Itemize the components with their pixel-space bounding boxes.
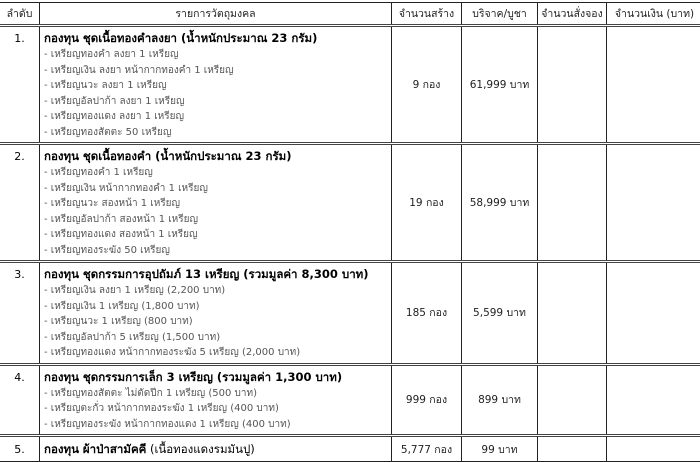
ordered-input-cell[interactable] xyxy=(538,436,607,462)
item-title-text: กองทุน ชุดเนื้อทองคำลงยา (น้ำหนักประมาณ 23 กรัม) xyxy=(44,31,317,45)
header-row xyxy=(0,3,700,26)
table-row xyxy=(0,436,700,462)
item-title xyxy=(44,369,387,386)
item-title-note: (เนื้อทองแดงรมมันปู) xyxy=(146,442,254,456)
sub-item: - เหรียญตะกั่ว หน้ากากทองระฆัง 1 เหรียญ (400 บาท) xyxy=(44,401,387,417)
table-row xyxy=(0,262,700,365)
ordered-input-cell[interactable] xyxy=(538,262,607,365)
quantity-cell: 185 กอง xyxy=(392,262,462,365)
header-no: ลำดับ xyxy=(0,3,40,26)
amount-input-cell[interactable] xyxy=(607,26,700,144)
sub-item: - เหรียญเงิน หน้ากากทองคำ 1 เหรียญ xyxy=(44,181,387,197)
row-number: 5. xyxy=(0,436,40,462)
sub-item: - เหรียญนวะ 1 เหรียญ (800 บาท) xyxy=(44,314,387,330)
quantity-cell: 5,777 กอง xyxy=(392,436,462,462)
price-cell: 61,999 บาท xyxy=(462,26,538,144)
item-description xyxy=(40,144,392,262)
row-number: 4. xyxy=(0,364,40,436)
item-title-text: กองทุน ผ้าป่าสามัคคี xyxy=(44,442,146,456)
item-description xyxy=(40,436,392,462)
header-price: บริจาค/บูชา xyxy=(462,3,538,26)
price-cell: 99 บาท xyxy=(462,436,538,462)
sub-item: - เหรียญทองคำ ลงยา 1 เหรียญ xyxy=(44,47,387,63)
sub-item: - เหรียญทองคำ 1 เหรียญ xyxy=(44,165,387,181)
sub-item: - เหรียญอัลปาก้า สองหน้า 1 เหรียญ xyxy=(44,212,387,228)
item-title-text: กองทุน ชุดกรรมการเล็ก 3 เหรียญ (รวมมูลค่า 1,300 บาท) xyxy=(44,370,342,384)
amount-input-cell[interactable] xyxy=(607,436,700,462)
table-row xyxy=(0,26,700,144)
sub-item: - เหรียญอัลปาก้า 5 เหรียญ (1,500 บาท) xyxy=(44,330,387,346)
header-item: รายการวัตถุมงคล xyxy=(40,3,392,26)
sub-item: - เหรียญอัลปาก้า ลงยา 1 เหรียญ xyxy=(44,94,387,110)
sub-item: - เหรียญทองแดง สองหน้า 1 เหรียญ xyxy=(44,227,387,243)
table-row xyxy=(0,144,700,262)
row-number: 1. xyxy=(0,26,40,144)
row-number: 2. xyxy=(0,144,40,262)
table-row xyxy=(0,364,700,436)
quantity-cell: 999 กอง xyxy=(392,364,462,436)
sub-item: - เหรียญเงิน ลงยา หน้ากากทองคำ 1 เหรียญ xyxy=(44,63,387,79)
price-cell: 5,599 บาท xyxy=(462,262,538,365)
item-title-text: กองทุน ชุดกรรมการอุปถัมภ์ 13 เหรียญ (รวมมูลค่า 8,300 บาท) xyxy=(44,267,369,281)
item-description xyxy=(40,364,392,436)
header-ordered: จำนวนสั่งจอง xyxy=(538,3,607,26)
order-table xyxy=(0,2,700,462)
item-title xyxy=(44,441,387,458)
header-amount: จำนวนเงิน (บาท) xyxy=(607,3,700,26)
sub-item: - เหรียญทองแดง หน้ากากทองระฆัง 5 เหรียญ (2,000 บาท) xyxy=(44,345,387,361)
sub-item: - เหรียญนวะ ลงยา 1 เหรียญ xyxy=(44,78,387,94)
sub-item: - เหรียญเงิน ลงยา 1 เหรียญ (2,200 บาท) xyxy=(44,283,387,299)
price-cell: 899 บาท xyxy=(462,364,538,436)
ordered-input-cell[interactable] xyxy=(538,364,607,436)
ordered-input-cell[interactable] xyxy=(538,26,607,144)
sub-item: - เหรียญนวะ สองหน้า 1 เหรียญ xyxy=(44,196,387,212)
sub-item: - เหรียญเงิน 1 เหรียญ (1,800 บาท) xyxy=(44,299,387,315)
item-title-text: กองทุน ชุดเนื้อทองคำ (น้ำหนักประมาณ 23 กรัม) xyxy=(44,149,292,163)
item-description xyxy=(40,262,392,365)
item-title xyxy=(44,30,387,47)
item-title xyxy=(44,148,387,165)
row-number: 3. xyxy=(0,262,40,365)
amount-input-cell[interactable] xyxy=(607,144,700,262)
sub-item: - เหรียญทองสัตตะ 50 เหรียญ xyxy=(44,125,387,141)
amount-input-cell[interactable] xyxy=(607,364,700,436)
sub-item: - เหรียญทองระฆัง หน้ากากทองแดง 1 เหรียญ (400 บาท) xyxy=(44,417,387,433)
sub-item: - เหรียญทองสัตตะ ไม่ตัดปีก 1 เหรียญ (500 บาท) xyxy=(44,386,387,402)
sub-item: - เหรียญทองแดง ลงยา 1 เหรียญ xyxy=(44,109,387,125)
item-description xyxy=(40,26,392,144)
sub-item: - เหรียญทองระฆัง 50 เหรียญ xyxy=(44,243,387,259)
header-quantity: จำนวนสร้าง xyxy=(392,3,462,26)
quantity-cell: 9 กอง xyxy=(392,26,462,144)
amount-input-cell[interactable] xyxy=(607,262,700,365)
item-title xyxy=(44,266,387,283)
quantity-cell: 19 กอง xyxy=(392,144,462,262)
price-cell: 58,999 บาท xyxy=(462,144,538,262)
ordered-input-cell[interactable] xyxy=(538,144,607,262)
